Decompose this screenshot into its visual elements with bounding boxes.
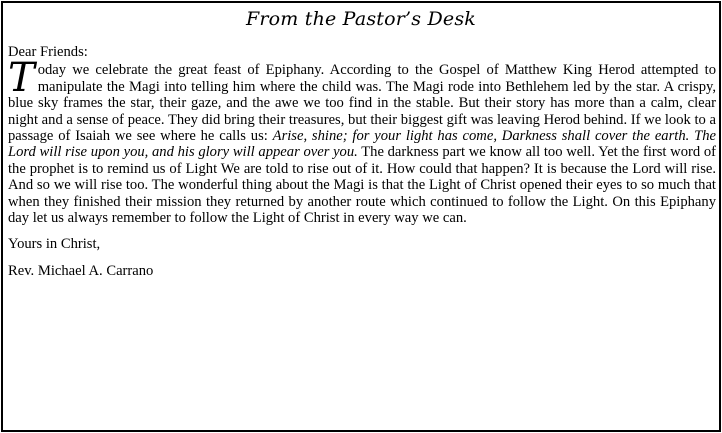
signature: Rev. Michael A. Carrano <box>8 262 154 279</box>
salutation: Dear Friends: <box>8 44 88 60</box>
letter-title: From the Pastor’s Desk <box>245 8 477 30</box>
isaiah-quote: Arise, shine; for your light has come, Darkness shall cover the earth. The Lord will rise upon you, and his glory will appear over you. <box>8 128 716 161</box>
letter-body <box>8 55 716 227</box>
body-rest: The darkness part we know all too well. Yet the first word of the prophet is to remind us of Light We are told to rise out of it. How could that happen? It is because the Lord will rise. And so we will rise too. The wonderful thing about the Magi is that the Light of Christ opened their eyes to so much that when they finished their mission they returned by another route which continued to follow the Light. On this Epiphany day let us always remember to follow the Light of Christ in every way we can. <box>8 144 716 227</box>
letter-content <box>8 44 716 279</box>
closing: Yours in Christ, <box>8 236 101 253</box>
drop-cap: T <box>8 55 35 102</box>
body-intro: oday we celebrate the great feast of Epiphany. According to the Gospel of Matthew King Herod attempted to manipulate the Magi into telling him where the child was. The Magi rode into Bethlehem led by the star. A crispy, blue sky frames the star, their gaze, and the awe we too find in the stable. But their story has more than a calm, clear night and a sense of peace. They did bring their treasures, but their biggest gift was leaving Herod behind. If we look to a passage of Isaiah we see where he calls us: <box>8 62 716 145</box>
letter-frame <box>1 1 721 432</box>
